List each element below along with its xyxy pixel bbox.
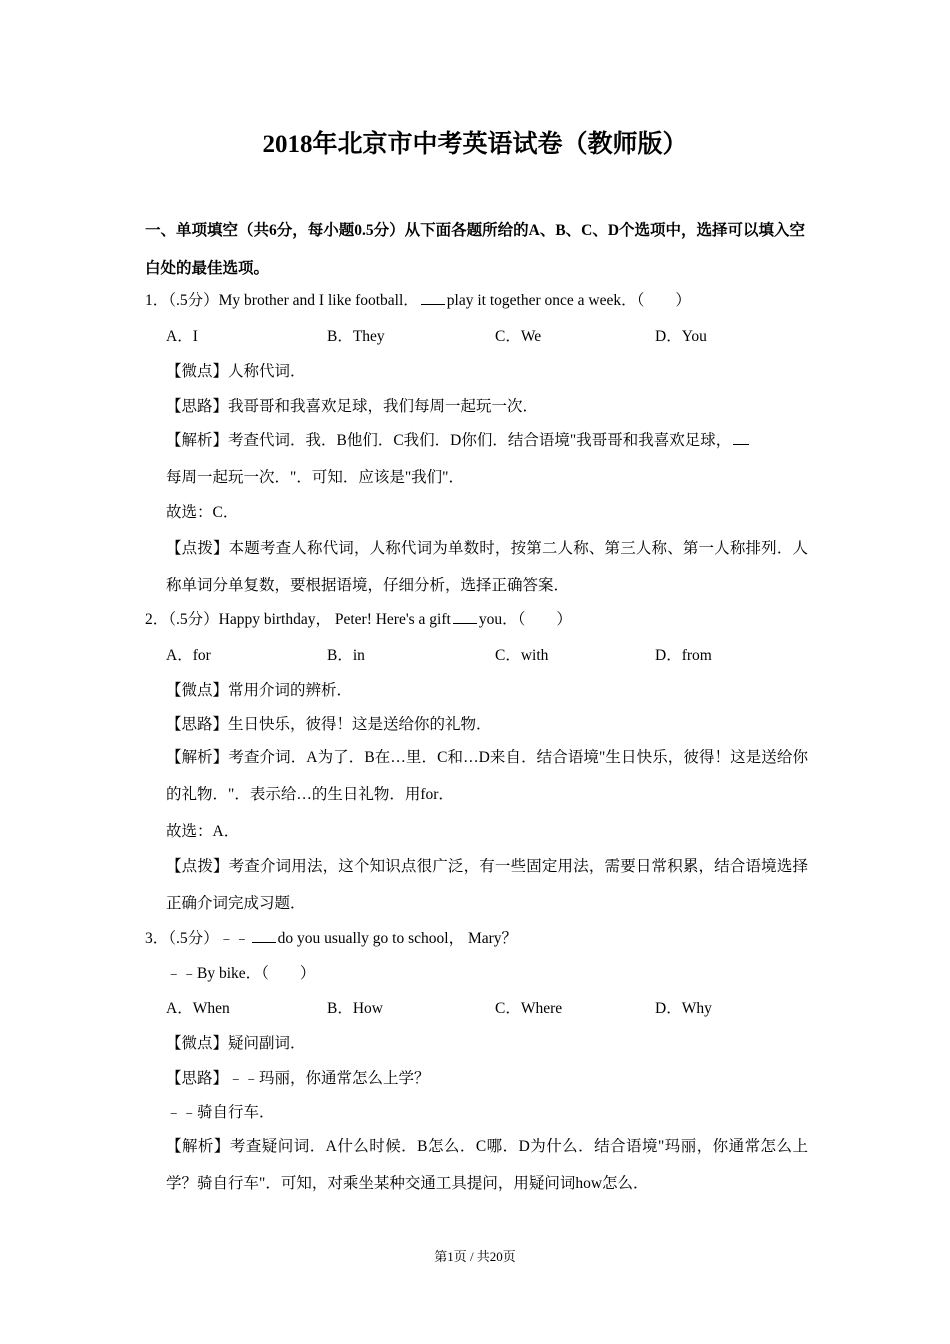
question-1-option-c: C．We	[495, 328, 542, 345]
question-3-idea-line2: ﹣﹣骑自行车．	[166, 1104, 275, 1121]
question-2-answer: 故选：A．	[166, 823, 240, 840]
question-3-analysis: 【解析】考查疑问词．A什么时候．B怎么．C哪．D为什么．结合语境"玛丽，你通常怎么上学？骑自行车"．可知，对乘坐某种交通工具提问，用疑问词how怎么．	[166, 1138, 808, 1192]
answer-blank	[252, 928, 276, 943]
question-1-analysis-text: 【解析】考查代词．我．B他们．C我们．D你们．结合语境"我哥哥和我喜欢足球，	[166, 432, 732, 449]
answer-blank	[421, 290, 445, 305]
question-3-stem-part1: 3．（.5分）﹣﹣	[145, 930, 250, 947]
question-2-point: 【微点】常用介词的辨析．	[166, 682, 353, 699]
question-2-tip: 【点拨】考查介词用法，这个知识点很广泛，有一些固定用法，需要日常积累，结合语境选择正确介词完成习题．	[166, 858, 808, 912]
question-1-stem-part1: 1．（.5分）My brother and I like football．	[145, 292, 419, 309]
question-3-reply: ﹣﹣By bike．（ ）	[166, 965, 316, 982]
question-1-stem	[145, 290, 691, 312]
question-2-option-c: C．with	[495, 647, 549, 664]
question-2-stem-part2: you．（ ）	[478, 611, 572, 628]
question-2-analysis: 【解析】考查介词．A为了．B在…里．C和…D来自．结合语境"生日快乐，彼得！这是送给你的礼物．"．表示给…的生日礼物．用for．	[166, 749, 808, 803]
page-title: 2018年北京市中考英语试卷（教师版）	[262, 131, 688, 158]
question-2-option-d: D．from	[655, 647, 712, 664]
question-1-option-b: B．They	[327, 328, 385, 345]
answer-blank	[733, 430, 749, 445]
question-2-option-a: A．for	[166, 647, 211, 664]
question-1-option-a: A．I	[166, 328, 198, 345]
question-1-analysis-line1	[166, 430, 751, 452]
answer-blank	[453, 609, 477, 624]
question-1-tip: 【点拨】本题考查人称代词，人称代词为单数时，按第二人称、第三人称、第一人称排列．人称单词分单复数，要根据语境，仔细分析，选择正确答案．	[166, 540, 808, 594]
question-3-idea: 【思路】﹣﹣玛丽，你通常怎么上学？	[166, 1070, 430, 1087]
question-2-idea: 【思路】生日快乐，彼得！这是送给你的礼物．	[166, 716, 492, 733]
question-3-option-c: C．Where	[495, 1000, 563, 1017]
question-3-stem-part2: do you usually go to school， Mary？	[277, 930, 518, 947]
question-3-point: 【微点】疑问副词．	[166, 1035, 306, 1052]
question-2-option-b: B．in	[327, 647, 365, 664]
question-1-stem-part2: play it together once a week．（ ）	[446, 292, 691, 309]
section-heading: 一、单项填空（共6分，每小题0.5分）从下面各题所给的A、B、C、D个选项中，选择可以填入空白处的最佳选项。	[145, 222, 806, 277]
question-1-option-d: D．You	[655, 328, 707, 345]
question-3-stem	[145, 928, 517, 950]
question-1-analysis-line2: 每周一起玩一次．"．可知．应该是"我们"．	[166, 469, 464, 486]
question-3-option-b: B．How	[327, 1000, 383, 1017]
question-3-option-d: D．Why	[655, 1000, 712, 1017]
question-1-point: 【微点】人称代词．	[166, 363, 306, 380]
question-2-stem	[145, 609, 572, 631]
question-3-option-a: A．When	[166, 1000, 230, 1017]
question-1-answer: 故选：C．	[166, 504, 239, 521]
question-2-stem-part1: 2．（.5分）Happy birthday， Peter! Here's a gift	[145, 611, 451, 628]
page-footer: 第1页 / 共20页	[434, 1249, 516, 1264]
question-1-idea: 【思路】我哥哥和我喜欢足球，我们每周一起玩一次．	[166, 398, 539, 415]
